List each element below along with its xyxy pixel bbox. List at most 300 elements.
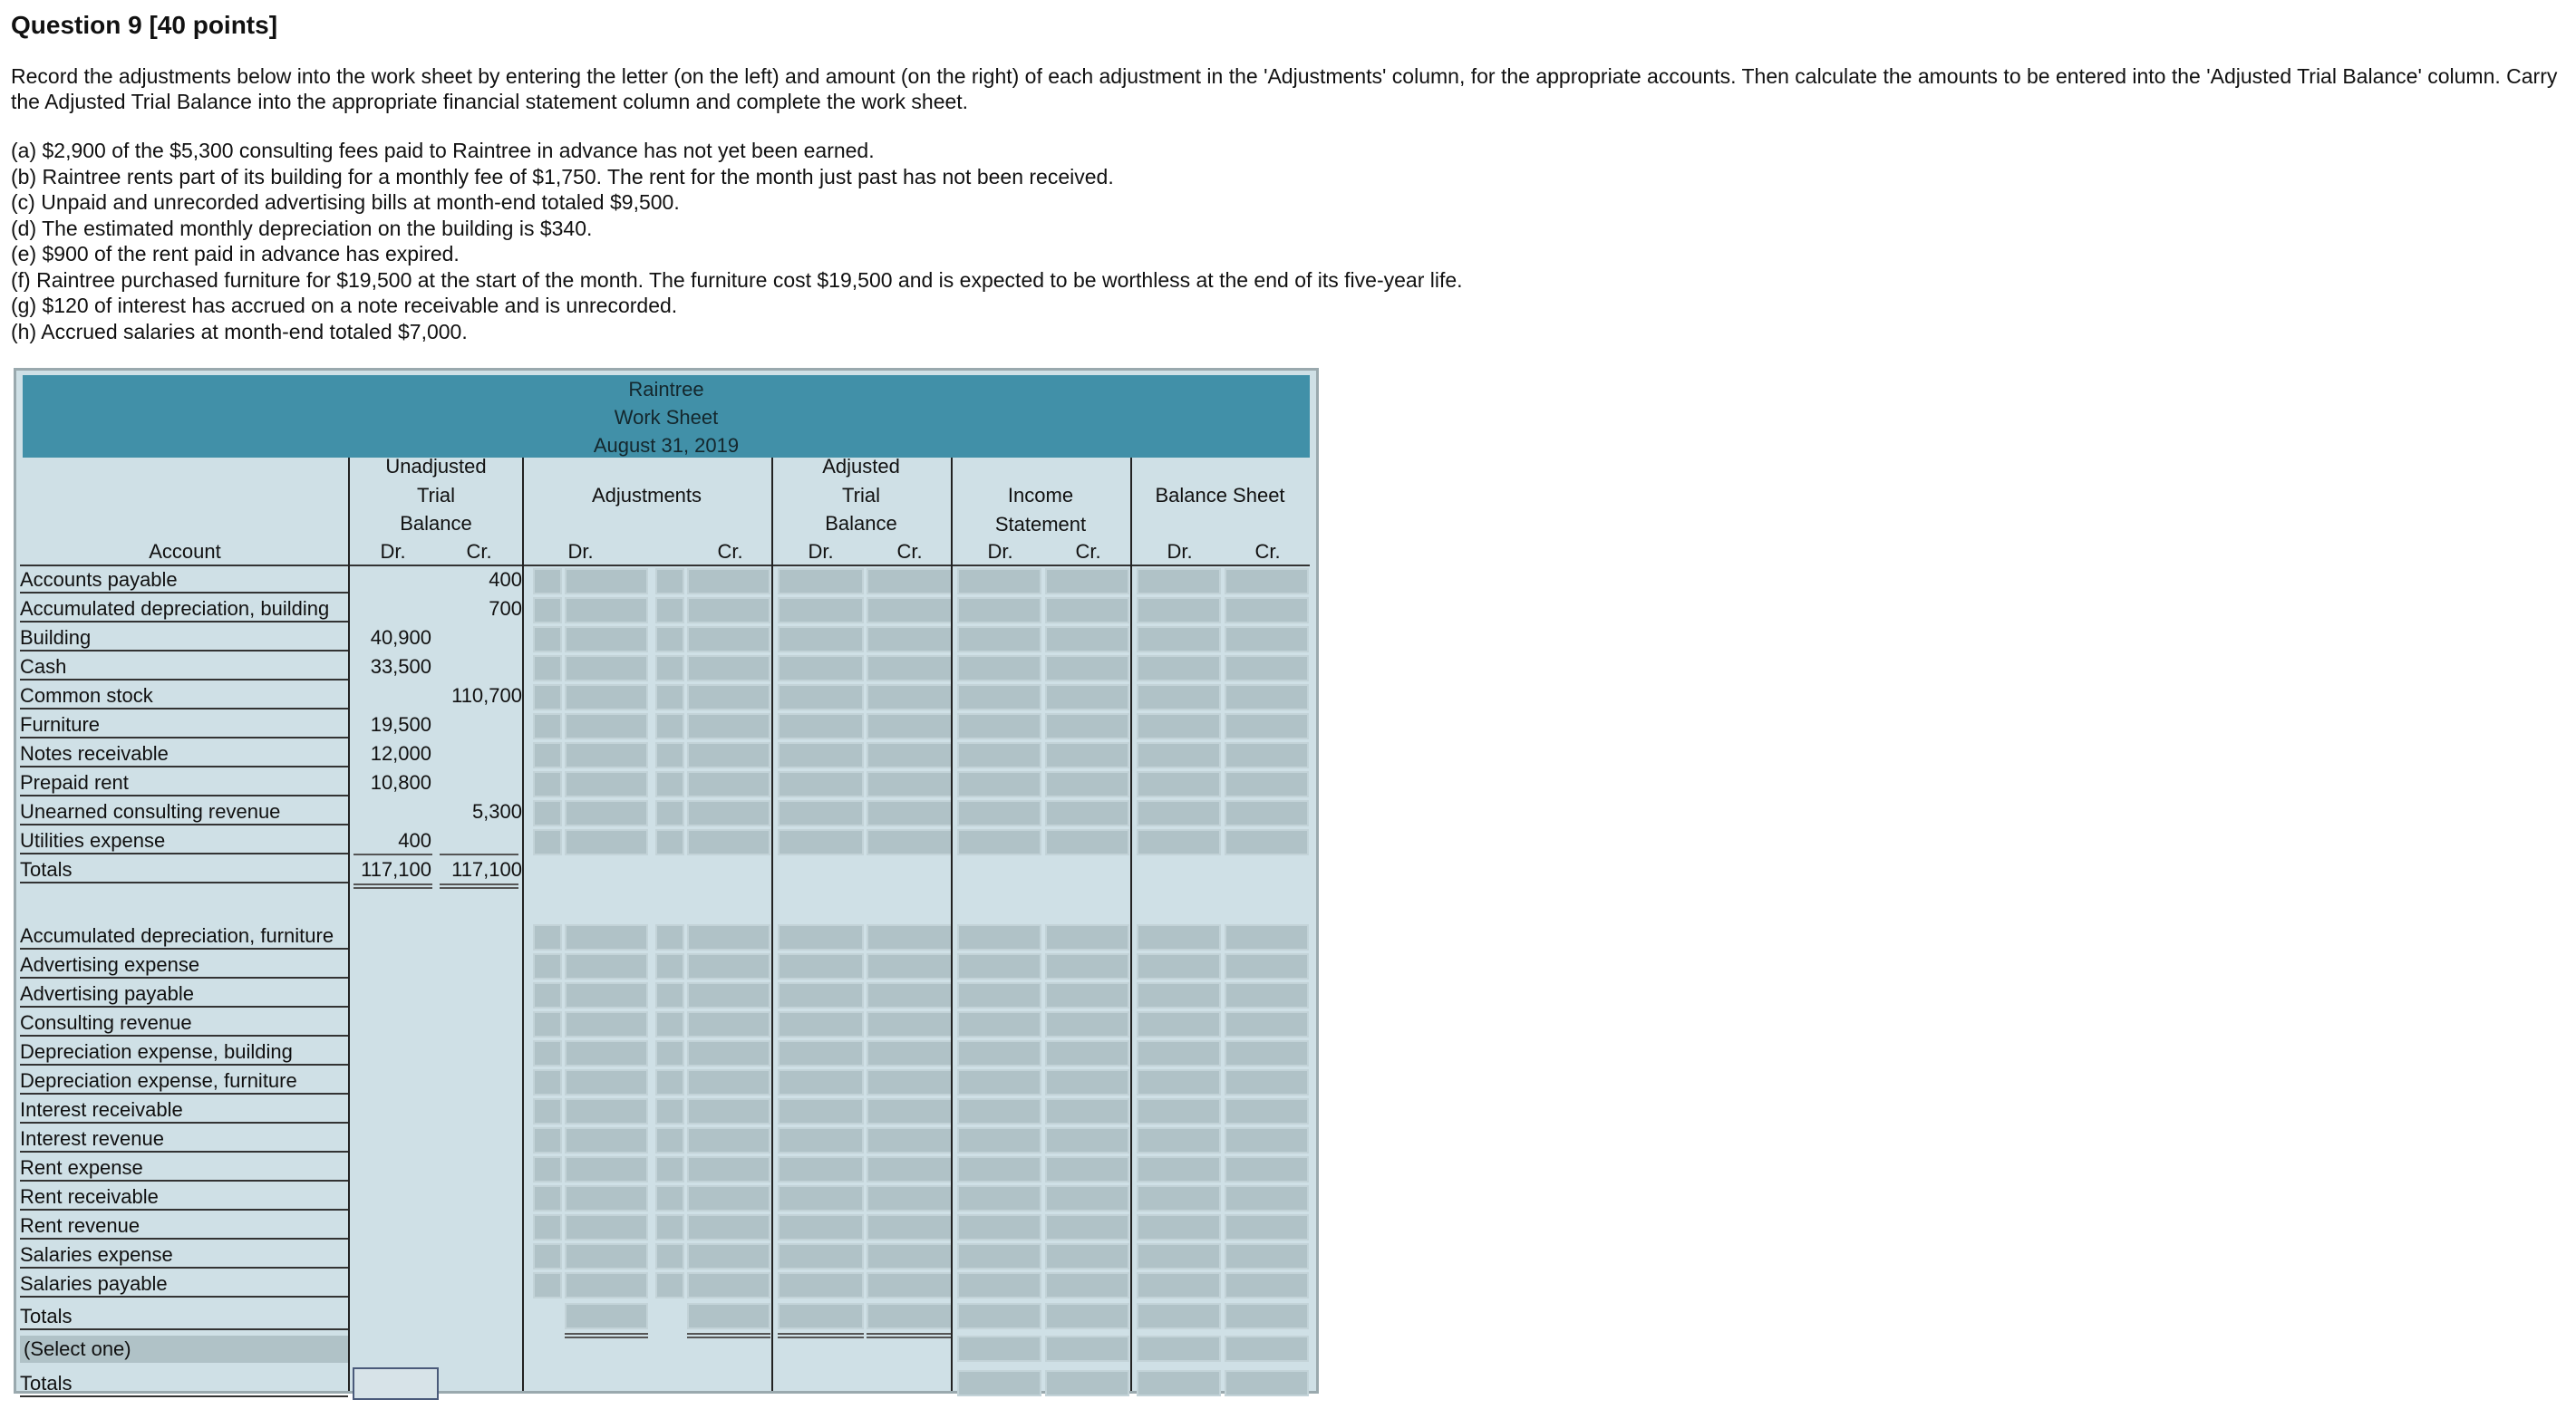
worksheet-input-cell[interactable] [867,655,953,681]
worksheet-input-cell[interactable] [1137,1040,1221,1067]
worksheet-input-cell[interactable] [565,953,648,980]
worksheet-input-cell[interactable] [687,800,770,826]
column-divider [951,458,953,1391]
worksheet-input-cell[interactable] [655,771,684,797]
worksheet-input-cell[interactable] [1045,924,1129,951]
question-title: Question 9 [40 points] [11,11,278,39]
adjustment-item: (a) $2,900 of the $5,300 consulting fees paid to Raintree in advance has not yet been earned. [11,139,875,162]
worksheet-total-cell[interactable] [1045,1303,1129,1329]
worksheet-input-cell[interactable] [778,1040,864,1067]
worksheet-input-cell[interactable] [655,684,684,710]
worksheet-input-cell[interactable] [687,742,770,768]
worksheet-input-cell[interactable] [687,1214,770,1240]
worksheet-input-cell[interactable] [533,742,562,768]
worksheet-input-cell[interactable] [957,655,1041,681]
adjustment-item: (b) Raintree rents part of its building for a monthly fee of $1,750. The rent for the month just past has not been received. [11,164,1114,188]
credit-header: Cr. [1254,540,1281,563]
worksheet-input-cell[interactable] [1137,1336,1221,1362]
worksheet-input-cell[interactable] [655,597,684,623]
worksheet-input-cell[interactable] [1137,597,1221,623]
utb-debit-amount: 12,000 [370,742,431,765]
account-column-header: Account [149,540,221,563]
worksheet-input-cell[interactable] [655,982,684,1009]
worksheet-input-cell[interactable] [533,829,562,855]
worksheet-total-cell[interactable] [957,1370,1041,1396]
worksheet-input-cell[interactable] [1045,800,1129,826]
worksheet-input-cell[interactable] [957,800,1041,826]
worksheet-input-cell[interactable] [687,771,770,797]
worksheet-input-cell[interactable] [1137,655,1221,681]
double-rule [440,887,518,889]
worksheet-input-cell[interactable] [1137,800,1221,826]
worksheet-input-cell[interactable] [687,1156,770,1182]
worksheet-input-cell[interactable] [867,1243,953,1269]
worksheet-input-cell[interactable] [957,924,1041,951]
worksheet-input-cell[interactable] [687,1272,770,1298]
worksheet-input-cell[interactable] [867,1098,953,1125]
worksheet-input-cell[interactable] [957,742,1041,768]
worksheet-input-cell[interactable] [655,1040,684,1067]
double-rule [867,1333,953,1335]
worksheet-input-cell[interactable] [687,568,770,594]
worksheet-input-cell[interactable] [655,713,684,739]
worksheet-input-cell[interactable] [565,829,648,855]
worksheet-input-cell[interactable] [533,1098,562,1125]
worksheet-input-cell[interactable] [655,1214,684,1240]
worksheet-input-cell[interactable] [1225,742,1309,768]
adjustment-item: (h) Accrued salaries at month-end totaled $7,000. [11,319,468,343]
worksheet-input-cell[interactable] [655,626,684,652]
utb-credit-total: 117,100 [451,858,522,881]
account-name: Accounts payable [20,566,348,594]
worksheet-input-cell[interactable] [867,924,953,951]
worksheet-input-cell[interactable] [533,626,562,652]
worksheet-input-cell[interactable] [867,1214,953,1240]
worksheet-input-cell[interactable] [957,626,1041,652]
worksheet-input-cell[interactable] [867,568,953,594]
worksheet-input-cell[interactable] [957,1214,1041,1240]
worksheet-input-cell[interactable] [1137,771,1221,797]
worksheet-input-cell[interactable] [778,1243,864,1269]
worksheet-input-cell[interactable] [1137,1156,1221,1182]
worksheet-total-cell[interactable] [1225,1370,1309,1396]
worksheet-input-cell[interactable] [778,1156,864,1182]
worksheet-input-cell[interactable] [1225,597,1309,623]
worksheet-input-cell[interactable] [957,568,1041,594]
worksheet-input-cell[interactable] [655,1272,684,1298]
worksheet-input-cell[interactable] [778,800,864,826]
worksheet-input-cell[interactable] [1225,626,1309,652]
worksheet-input-cell[interactable] [687,713,770,739]
worksheet-total-cell[interactable] [1137,1370,1221,1396]
worksheet-input-cell[interactable] [655,742,684,768]
worksheet-input-cell[interactable] [533,1156,562,1182]
worksheet-input-cell[interactable] [655,1243,684,1269]
worksheet-input-cell[interactable] [1045,771,1129,797]
worksheet-input-cell[interactable] [957,1127,1041,1154]
worksheet-input-cell[interactable] [867,1185,953,1211]
adjustment-list [11,138,1463,344]
worksheet-input-cell[interactable] [1225,1011,1309,1038]
worksheet-input-cell[interactable] [1137,626,1221,652]
utb-credit-amount: 5,300 [471,800,522,823]
worksheet-input-cell[interactable] [1225,1098,1309,1125]
worksheet-input-cell[interactable] [565,655,648,681]
worksheet-input-cell[interactable] [957,982,1041,1009]
worksheet-input-cell[interactable] [1137,1214,1221,1240]
worksheet-total-cell[interactable] [1137,1303,1221,1329]
worksheet-input-cell[interactable] [655,1156,684,1182]
worksheet-input-cell[interactable] [565,713,648,739]
worksheet-input-cell[interactable] [1045,1156,1129,1182]
worksheet-input-cell[interactable] [533,1040,562,1067]
worksheet-input-cell[interactable] [655,924,684,951]
worksheet-input-cell[interactable] [1137,1127,1221,1154]
utb-debit-amount: 19,500 [370,713,431,736]
worksheet-input-cell[interactable] [533,655,562,681]
adjustment-item: (g) $120 of interest has accrued on a note receivable and is unrecorded. [11,294,678,317]
double-rule [687,1333,770,1335]
worksheet-input-cell[interactable] [533,982,562,1009]
worksheet-input-cell[interactable] [867,742,953,768]
worksheet-input-cell[interactable] [655,1011,684,1038]
worksheet-input-cell[interactable] [778,1098,864,1125]
account-name: Rent expense [20,1154,348,1182]
worksheet-input-cell[interactable] [778,1214,864,1240]
worksheet-input-cell[interactable] [778,924,864,951]
worksheet-input-cell[interactable] [1137,568,1221,594]
worksheet-input-cell[interactable] [1045,1069,1129,1096]
worksheet-input-cell[interactable] [565,1156,648,1182]
worksheet-input-cell[interactable] [533,1185,562,1211]
utb-credit-amount: 700 [489,597,522,620]
worksheet-input-cell[interactable] [533,597,562,623]
worksheet-total-cell[interactable] [957,1303,1041,1329]
worksheet-input-cell[interactable] [1225,1185,1309,1211]
account-name: Interest receivable [20,1096,348,1124]
worksheet-input-cell[interactable] [533,1243,562,1269]
worksheet-input-cell[interactable] [957,713,1041,739]
column-divider [348,458,350,1391]
credit-header: Cr. [466,540,492,563]
worksheet-input-cell[interactable] [565,597,648,623]
worksheet-input-cell[interactable] [1225,1127,1309,1154]
worksheet-input-cell[interactable] [655,568,684,594]
worksheet-input-cell[interactable] [1045,713,1129,739]
worksheet-input-cell[interactable] [867,771,953,797]
worksheet-input-cell[interactable] [957,1272,1041,1298]
worksheet-input-cell[interactable] [565,1243,648,1269]
worksheet-input-cell[interactable] [1045,1185,1129,1211]
worksheet-input-cell[interactable] [1225,1040,1309,1067]
worksheet-input-cell[interactable] [867,982,953,1009]
worksheet-input-cell[interactable] [1137,924,1221,951]
worksheet-input-cell[interactable] [565,1185,648,1211]
account-name: Consulting revenue [20,1009,348,1037]
worksheet-input-cell[interactable] [1045,568,1129,594]
account-name: Salaries expense [20,1241,348,1269]
worksheet-input-cell[interactable] [655,1098,684,1125]
utb-debit-amount: 33,500 [370,655,431,678]
worksheet-input-cell[interactable] [533,713,562,739]
worksheet-input-cell[interactable] [1225,771,1309,797]
utb-heading: Unadjusted Trial Balance [385,455,487,535]
worksheet-input-cell[interactable] [655,1069,684,1096]
worksheet-input-cell[interactable] [867,1156,953,1182]
worksheet-input-cell[interactable] [687,684,770,710]
worksheet-input-cell[interactable] [867,1272,953,1298]
worksheet-input-cell[interactable] [533,1214,562,1240]
worksheet-input-cell[interactable] [957,1156,1041,1182]
worksheet-input-cell[interactable] [778,829,864,855]
worksheet-total-cell[interactable] [778,1303,864,1329]
account-name: Interest revenue [20,1125,348,1153]
worksheet-input-cell[interactable] [1225,1336,1309,1362]
worksheet-input-cell[interactable] [565,924,648,951]
worksheet-input-cell[interactable] [957,1040,1041,1067]
worksheet-input-cell[interactable] [957,829,1041,855]
worksheet-input-cell[interactable] [778,655,864,681]
worksheet-input-cell[interactable] [1045,982,1129,1009]
double-rule [353,883,432,885]
work-sheet [14,368,1319,1394]
worksheet-input-cell[interactable] [867,829,953,855]
double-rule [867,1337,953,1338]
worksheet-input-cell[interactable] [1045,1011,1129,1038]
adjustment-item: (f) Raintree purchased furniture for $19,500 at the start of the month. The furniture cost $19,500 and is expected to be worthless at the end of its five-year life. [11,267,1463,292]
worksheet-input-cell[interactable] [1225,953,1309,980]
account-name: Unearned consulting revenue [20,798,348,825]
worksheet-input-cell[interactable] [533,771,562,797]
worksheet-input-cell[interactable] [533,568,562,594]
worksheet-input-cell[interactable] [655,829,684,855]
worksheet-input-cell[interactable] [1137,1069,1221,1096]
worksheet-input-cell[interactable] [778,568,864,594]
worksheet-input-cell[interactable] [687,953,770,980]
adjustments-heading: Adjustments [591,484,702,507]
worksheet-input-cell[interactable] [687,1185,770,1211]
worksheet-input-cell[interactable] [867,1011,953,1038]
worksheet-input-cell[interactable] [565,1011,648,1038]
worksheet-input-cell[interactable] [655,800,684,826]
worksheet-input-cell[interactable] [687,1243,770,1269]
worksheet-input-cell[interactable] [1225,1069,1309,1096]
worksheet-input-cell[interactable] [778,742,864,768]
worksheet-input-cell[interactable] [533,800,562,826]
worksheet-input-cell[interactable] [1045,953,1129,980]
worksheet-input-cell[interactable] [957,953,1041,980]
worksheet-total-cell[interactable] [1225,1303,1309,1329]
worksheet-input-cell[interactable] [533,1011,562,1038]
worksheet-input-cell[interactable] [957,1185,1041,1211]
worksheet-input-cell[interactable] [1225,1156,1309,1182]
worksheet-input-cell[interactable] [1225,829,1309,855]
work-sheet-header [23,375,1310,458]
worksheet-input-cell[interactable] [1045,597,1129,623]
worksheet-input-cell[interactable] [1137,1185,1221,1211]
worksheet-total-cell[interactable] [1045,1370,1129,1396]
worksheet-input-cell[interactable] [1225,1243,1309,1269]
worksheet-input-cell[interactable] [1137,1098,1221,1125]
worksheet-input-cell[interactable] [957,1011,1041,1038]
worksheet-input-cell[interactable] [957,1069,1041,1096]
worksheet-input-cell[interactable] [565,1127,648,1154]
worksheet-input-cell[interactable] [1225,1272,1309,1298]
worksheet-input-cell[interactable] [778,1185,864,1211]
account-name: Salaries payable [20,1270,348,1298]
worksheet-input-cell[interactable] [565,771,648,797]
debit-header: Dr. [1167,540,1193,563]
worksheet-input-cell[interactable] [778,1069,864,1096]
worksheet-input-cell[interactable] [867,626,953,652]
worksheet-input-cell[interactable] [533,1127,562,1154]
worksheet-input-cell[interactable] [867,1127,953,1154]
worksheet-input-cell[interactable] [565,626,648,652]
worksheet-input-cell[interactable] [1137,1011,1221,1038]
worksheet-input-cell[interactable] [957,771,1041,797]
net-income-select[interactable]: (Select one) [20,1336,348,1363]
worksheet-input-cell[interactable] [565,568,648,594]
worksheet-input-cell[interactable] [1225,655,1309,681]
worksheet-input-cell[interactable] [778,713,864,739]
final-total-input[interactable] [353,1367,439,1400]
worksheet-input-cell[interactable] [655,655,684,681]
worksheet-input-cell[interactable] [533,953,562,980]
instructions: Record the adjustments below into the work sheet by entering the letter (on the left) and amount (on the right) of each adjustment in the 'Adjustments' column, for the appropriate accounts. Then calculate the amounts to be entered into the 'Adjusted Trial Balance' column. Carry the Adjusted Trial Balance into the appropriate financial statement column and complete the work sheet. [11,64,2558,113]
worksheet-input-cell[interactable] [1137,684,1221,710]
worksheet-input-cell[interactable] [867,953,953,980]
worksheet-total-cell[interactable] [687,1303,770,1329]
account-name: Totals [20,856,348,883]
worksheet-input-cell[interactable] [565,800,648,826]
sheet-date: August 31, 2019 [593,434,740,457]
worksheet-input-cell[interactable] [687,1040,770,1067]
company-name: Raintree [628,378,704,401]
worksheet-input-cell[interactable] [1045,1040,1129,1067]
worksheet-input-cell[interactable] [1045,1336,1129,1362]
worksheet-input-cell[interactable] [1045,626,1129,652]
worksheet-input-cell[interactable] [957,1243,1041,1269]
worksheet-input-cell[interactable] [957,597,1041,623]
adjustments-debit-total[interactable] [565,1303,648,1329]
worksheet-input-cell[interactable] [1137,953,1221,980]
worksheet-input-cell[interactable] [1045,1272,1129,1298]
worksheet-total-cell[interactable] [867,1303,953,1329]
account-name: Advertising payable [20,980,348,1008]
worksheet-input-cell[interactable] [1225,924,1309,951]
worksheet-input-cell[interactable] [1045,1127,1129,1154]
worksheet-input-cell[interactable] [565,684,648,710]
worksheet-input-cell[interactable] [1045,1243,1129,1269]
worksheet-input-cell[interactable] [778,1272,864,1298]
worksheet-input-cell[interactable] [867,1040,953,1067]
worksheet-input-cell[interactable] [1225,1214,1309,1240]
worksheet-input-cell[interactable] [1137,982,1221,1009]
worksheet-input-cell[interactable] [533,924,562,951]
worksheet-input-cell[interactable] [957,1336,1041,1362]
worksheet-input-cell[interactable] [687,1098,770,1125]
worksheet-input-cell[interactable] [533,1069,562,1096]
worksheet-input-cell[interactable] [655,1127,684,1154]
account-name: Totals [20,1303,348,1330]
subtotal-rule [440,854,518,855]
worksheet-input-cell[interactable] [867,800,953,826]
worksheet-input-cell[interactable] [778,953,864,980]
worksheet-input-cell[interactable] [1137,829,1221,855]
worksheet-input-cell[interactable] [655,1185,684,1211]
worksheet-input-cell[interactable] [778,626,864,652]
double-rule [778,1333,864,1335]
account-name: Utilities expense [20,827,348,854]
worksheet-input-cell[interactable] [565,1272,648,1298]
worksheet-input-cell[interactable] [687,924,770,951]
worksheet-input-cell[interactable] [687,1127,770,1154]
double-rule [565,1337,648,1338]
worksheet-input-cell[interactable] [867,713,953,739]
worksheet-input-cell[interactable] [778,1127,864,1154]
account-name: Accumulated depreciation, furniture [20,922,348,950]
worksheet-input-cell[interactable] [1045,829,1129,855]
worksheet-input-cell[interactable] [1045,684,1129,710]
worksheet-input-cell[interactable] [687,1011,770,1038]
worksheet-input-cell[interactable] [778,597,864,623]
utb-credit-amount: 400 [489,568,522,591]
account-name: Furniture [20,711,348,738]
worksheet-input-cell[interactable] [1045,1214,1129,1240]
worksheet-input-cell[interactable] [565,1069,648,1096]
worksheet-input-cell[interactable] [687,626,770,652]
worksheet-input-cell[interactable] [687,655,770,681]
worksheet-input-cell[interactable] [655,953,684,980]
worksheet-input-cell[interactable] [957,684,1041,710]
worksheet-input-cell[interactable] [1137,1243,1221,1269]
worksheet-input-cell[interactable] [687,982,770,1009]
worksheet-input-cell[interactable] [687,597,770,623]
worksheet-input-cell[interactable] [565,1098,648,1125]
worksheet-input-cell[interactable] [778,1011,864,1038]
worksheet-input-cell[interactable] [1137,713,1221,739]
worksheet-input-cell[interactable] [565,1214,648,1240]
worksheet-input-cell[interactable] [778,982,864,1009]
worksheet-input-cell[interactable] [1045,1098,1129,1125]
worksheet-input-cell[interactable] [1045,655,1129,681]
worksheet-input-cell[interactable] [1137,1272,1221,1298]
adjustment-item: (d) The estimated monthly depreciation on the building is $340. [11,216,593,240]
account-name: Common stock [20,682,348,710]
worksheet-input-cell[interactable] [687,829,770,855]
worksheet-input-cell[interactable] [1225,982,1309,1009]
worksheet-input-cell[interactable] [533,1272,562,1298]
credit-header: Cr. [896,540,923,563]
worksheet-input-cell[interactable] [1225,568,1309,594]
worksheet-input-cell[interactable] [778,771,864,797]
worksheet-input-cell[interactable] [565,982,648,1009]
worksheet-input-cell[interactable] [867,684,953,710]
worksheet-input-cell[interactable] [533,684,562,710]
worksheet-input-cell[interactable] [1045,742,1129,768]
worksheet-input-cell[interactable] [687,1069,770,1096]
worksheet-input-cell[interactable] [1225,800,1309,826]
worksheet-input-cell[interactable] [957,1098,1041,1125]
worksheet-input-cell[interactable] [1225,713,1309,739]
worksheet-input-cell[interactable] [565,742,648,768]
worksheet-input-cell[interactable] [1225,684,1309,710]
worksheet-input-cell[interactable] [867,1069,953,1096]
worksheet-input-cell[interactable] [867,597,953,623]
worksheet-input-cell[interactable] [565,1040,648,1067]
worksheet-input-cell[interactable] [1137,742,1221,768]
worksheet-input-cell[interactable] [778,684,864,710]
